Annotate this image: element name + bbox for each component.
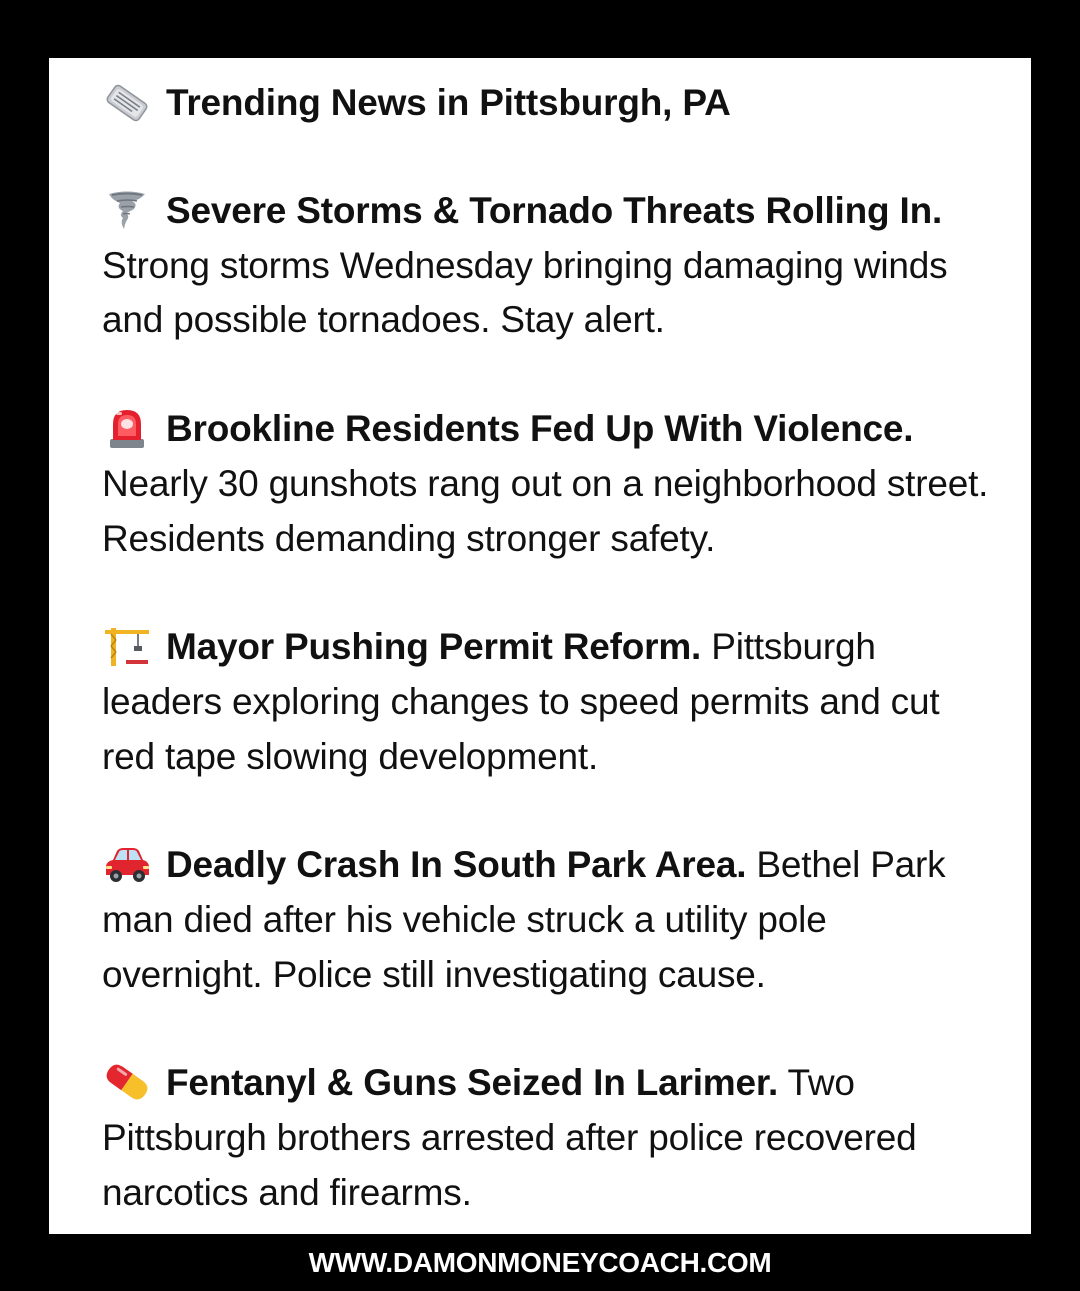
police-light-icon [102,406,152,450]
pill-icon [102,1060,152,1104]
news-body: Bethel Park man died after his vehicle struck a utility pole overnight. Police still investigating cause. [102,844,946,995]
news-item-brookline [102,402,991,566]
construction-crane-icon [102,624,152,668]
news-headline: Fentanyl & Guns Seized In Larimer. [166,1062,779,1104]
car-icon [102,842,152,886]
news-headline: Deadly Crash In South Park Area. [166,844,747,886]
tornado-icon [102,188,152,232]
news-item-crash [102,838,991,1002]
news-body: Two Pittsburgh brothers arrested after police recovered narcotics and firearms. [102,1062,917,1213]
news-item-permit-reform [102,620,991,784]
news-body: Strong storms Wednesday bringing damaging winds and possible tornadoes. Stay alert. [102,244,948,341]
news-body: Nearly 30 gunshots rang out on a neighborhood street. Residents demanding stronger safety. [102,462,989,559]
news-card [49,58,1031,1234]
news-body: Pittsburgh leaders exploring changes to speed permits and cut red tape slowing development. [102,626,940,777]
newspaper-icon [102,81,152,125]
page-title-row [102,76,991,130]
news-headline: Mayor Pushing Permit Reform. [166,626,702,668]
footer-website: WWW.DAMONMONEYCOACH.COM [308,1246,772,1278]
news-headline: Severe Storms & Tornado Threats Rolling In. [166,190,943,231]
news-headline: Brookline Residents Fed Up With Violence. [166,408,914,450]
page-title: Trending News in Pittsburgh, PA [166,82,731,123]
news-item-storms [102,184,991,348]
news-item-larimer [102,1056,991,1220]
